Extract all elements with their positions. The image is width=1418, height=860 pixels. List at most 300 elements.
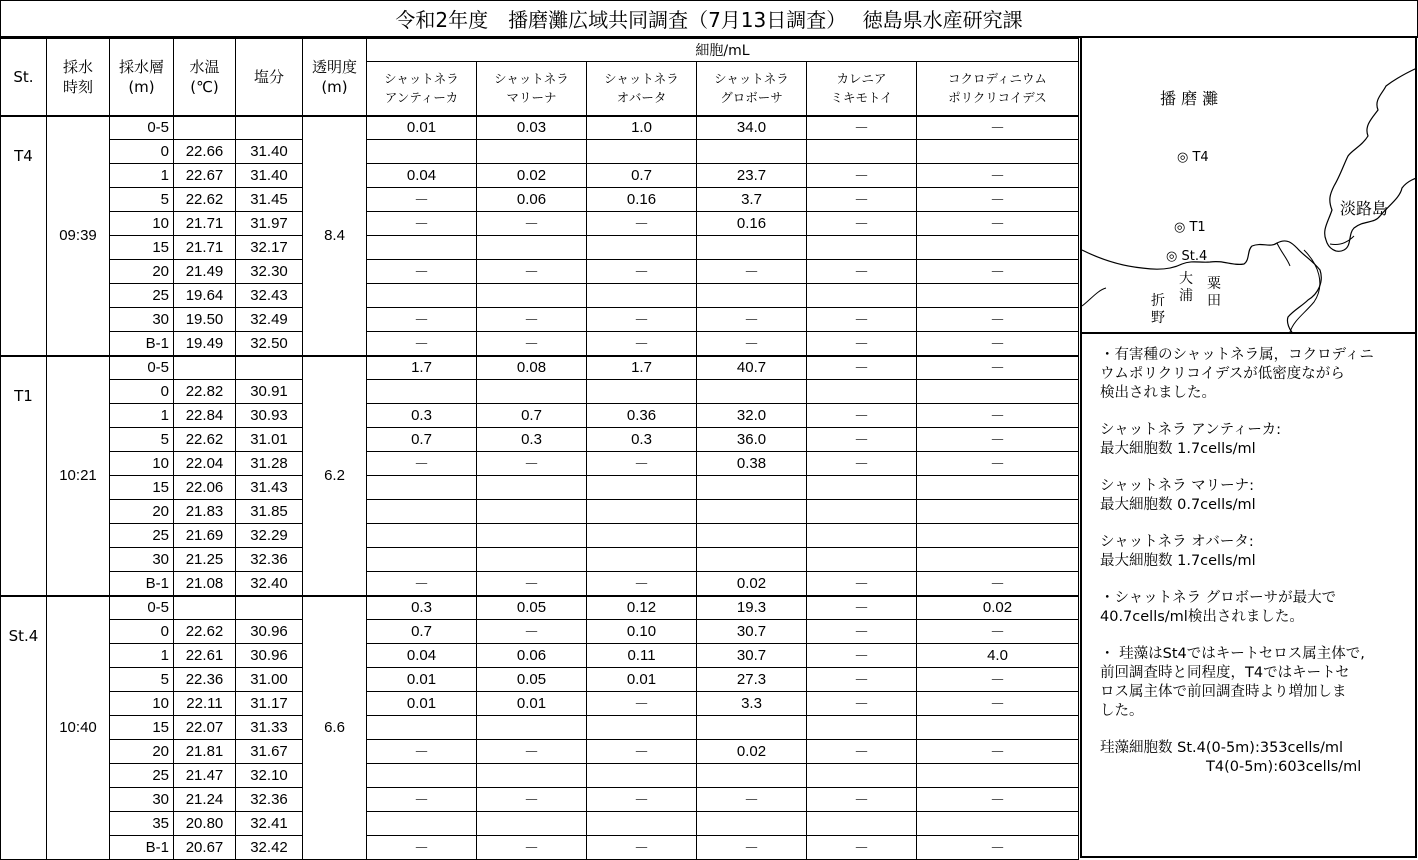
- cell-count: [807, 764, 917, 788]
- cell-count: [587, 380, 697, 404]
- cell-count: [807, 476, 917, 500]
- temp-cell: 19.50: [174, 308, 236, 332]
- cell-count: 0.05: [477, 668, 587, 692]
- cell-count: 0.7: [367, 428, 477, 452]
- cell-count: －: [807, 356, 917, 380]
- temp-cell: 21.71: [174, 236, 236, 260]
- table-row: [1, 116, 1079, 140]
- cell-count: [477, 548, 587, 572]
- depth-cell: 0-5: [110, 116, 174, 140]
- cell-count: －: [367, 836, 477, 860]
- cell-count: －: [917, 572, 1079, 596]
- cell-count: －: [917, 308, 1079, 332]
- cell-count: [807, 380, 917, 404]
- depth-cell: 15: [110, 716, 174, 740]
- cell-count: －: [807, 332, 917, 356]
- note-antiqua-line: シャットネラ アンティーカ:: [1100, 422, 1282, 438]
- depth-cell: 30: [110, 548, 174, 572]
- cell-count: 0.01: [367, 116, 477, 140]
- temp-cell: 22.61: [174, 644, 236, 668]
- cell-count: 0.3: [367, 596, 477, 620]
- cell-count: －: [917, 212, 1079, 236]
- cell-count: －: [477, 308, 587, 332]
- temp-cell: 22.62: [174, 428, 236, 452]
- cell-count: －: [587, 692, 697, 716]
- salinity-cell: 32.17: [236, 236, 303, 260]
- temp-cell: 22.62: [174, 620, 236, 644]
- cell-count: [807, 524, 917, 548]
- temp-cell: 20.80: [174, 812, 236, 836]
- cell-count: －: [587, 836, 697, 860]
- cell-count: －: [367, 332, 477, 356]
- cell-count: －: [917, 788, 1079, 812]
- cell-count: [587, 524, 697, 548]
- col-header-layer: 採水層 (m): [110, 39, 174, 116]
- table-row: [1, 812, 1079, 836]
- cell-count: 0.02: [697, 740, 807, 764]
- cell-count: [697, 236, 807, 260]
- cell-count: －: [917, 260, 1079, 284]
- cell-count: －: [917, 740, 1079, 764]
- table-row: [1, 284, 1079, 308]
- cell-count: [367, 524, 477, 548]
- cell-count: －: [807, 404, 917, 428]
- cell-count: [587, 716, 697, 740]
- cell-count: 1.7: [367, 356, 477, 380]
- location-map: [1082, 38, 1417, 334]
- cell-count: [477, 716, 587, 740]
- col-header-species: シャットネラ グロボーサ: [697, 62, 807, 116]
- depth-cell: 10: [110, 452, 174, 476]
- depth-cell: 30: [110, 308, 174, 332]
- cell-count: [367, 476, 477, 500]
- cell-count: －: [917, 692, 1079, 716]
- cell-count: －: [367, 452, 477, 476]
- depth-cell: 25: [110, 764, 174, 788]
- note-globosa-line: 40.7cells/ml検出されました。: [1100, 609, 1304, 625]
- table-row: [1, 236, 1079, 260]
- cell-count: [587, 476, 697, 500]
- table-row: [1, 764, 1079, 788]
- cell-count: －: [917, 428, 1079, 452]
- cell-count: －: [477, 740, 587, 764]
- cell-count: [477, 524, 587, 548]
- salinity-cell: 31.43: [236, 476, 303, 500]
- cell-count: 40.7: [697, 356, 807, 380]
- coastline-map: [1082, 38, 1417, 332]
- temp-cell: 21.83: [174, 500, 236, 524]
- salinity-cell: 31.00: [236, 668, 303, 692]
- col-header-temp: 水温 (℃): [174, 39, 236, 116]
- depth-cell: B-1: [110, 836, 174, 860]
- cell-count: －: [477, 260, 587, 284]
- salinity-cell: [236, 596, 303, 620]
- cell-count: [697, 764, 807, 788]
- salinity-cell: 32.41: [236, 812, 303, 836]
- cell-count: [367, 500, 477, 524]
- depth-cell: 10: [110, 692, 174, 716]
- cell-count: [697, 476, 807, 500]
- cell-count: [477, 476, 587, 500]
- table-row: [1, 380, 1079, 404]
- cell-count: [917, 812, 1079, 836]
- cell-count: －: [917, 332, 1079, 356]
- salinity-cell: 32.10: [236, 764, 303, 788]
- cell-count: [587, 284, 697, 308]
- cell-count: －: [807, 308, 917, 332]
- salinity-cell: 31.67: [236, 740, 303, 764]
- depth-cell: 15: [110, 236, 174, 260]
- note-harmful-line: ・有害種のシャットネラ属，コクロディニ: [1100, 347, 1374, 363]
- cell-count: －: [367, 788, 477, 812]
- depth-cell: 20: [110, 740, 174, 764]
- depth-cell: 1: [110, 164, 174, 188]
- cell-count: －: [587, 740, 697, 764]
- cell-count: 0.03: [477, 116, 587, 140]
- cell-count: 3.3: [697, 692, 807, 716]
- cell-count: 0.05: [477, 596, 587, 620]
- cell-count: 0.7: [477, 404, 587, 428]
- depth-cell: B-1: [110, 332, 174, 356]
- cell-count: －: [807, 452, 917, 476]
- depth-cell: 5: [110, 428, 174, 452]
- note-diatom-line: ロス属主体で前回調査時より増加しま: [1100, 684, 1347, 700]
- cell-count: 0.06: [477, 644, 587, 668]
- cell-count: －: [477, 212, 587, 236]
- table-row: [1, 836, 1079, 860]
- cell-count: －: [587, 452, 697, 476]
- salinity-cell: 32.36: [236, 548, 303, 572]
- cell-count: 0.11: [587, 644, 697, 668]
- table-row: [1, 620, 1079, 644]
- temp-cell: 22.11: [174, 692, 236, 716]
- depth-cell: 0-5: [110, 356, 174, 380]
- cell-count: [917, 476, 1079, 500]
- col-header-species: カレニア ミキモトイ: [807, 62, 917, 116]
- cell-count: [917, 236, 1079, 260]
- cell-count: [587, 764, 697, 788]
- salinity-cell: 31.17: [236, 692, 303, 716]
- cell-count: [697, 380, 807, 404]
- temp-cell: 21.08: [174, 572, 236, 596]
- sampling-time: 10:40: [47, 596, 110, 860]
- cell-count: 0.16: [587, 188, 697, 212]
- depth-cell: 5: [110, 188, 174, 212]
- cell-count: －: [807, 428, 917, 452]
- temp-cell: 21.24: [174, 788, 236, 812]
- depth-cell: 25: [110, 284, 174, 308]
- note-marina-line: 最大細胞数 0.7cells/ml: [1100, 497, 1256, 513]
- cell-count: －: [697, 332, 807, 356]
- salinity-cell: 31.97: [236, 212, 303, 236]
- cell-count: －: [587, 332, 697, 356]
- cell-count: [697, 140, 807, 164]
- cell-count: [917, 140, 1079, 164]
- cell-count: －: [917, 116, 1079, 140]
- cell-count: 0.01: [367, 668, 477, 692]
- map-label-sea: 播 磨 灘: [1160, 89, 1219, 108]
- cell-count: 0.3: [477, 428, 587, 452]
- cell-count: －: [807, 260, 917, 284]
- cell-count: －: [917, 452, 1079, 476]
- salinity-cell: 32.42: [236, 836, 303, 860]
- cell-count: －: [587, 572, 697, 596]
- cell-count: 32.0: [697, 404, 807, 428]
- col-header-species: シャットネラ アンティーカ: [367, 62, 477, 116]
- temp-cell: 22.82: [174, 380, 236, 404]
- cell-count: 0.01: [367, 692, 477, 716]
- table-row: [1, 548, 1079, 572]
- cell-count: 0.38: [697, 452, 807, 476]
- cell-count: －: [367, 308, 477, 332]
- station-name: T1: [1, 356, 47, 596]
- table-row: [1, 596, 1079, 620]
- table-row: [1, 332, 1079, 356]
- table-row: [1, 476, 1079, 500]
- cell-count: －: [367, 572, 477, 596]
- temp-cell: 19.49: [174, 332, 236, 356]
- col-header-transparency: 透明度 (m): [303, 39, 367, 116]
- cell-count: 0.08: [477, 356, 587, 380]
- col-header-time: 採水 時刻: [47, 39, 110, 116]
- cell-count: －: [807, 836, 917, 860]
- cell-count: 0.3: [367, 404, 477, 428]
- cell-count: 0.02: [917, 596, 1079, 620]
- table-row: [1, 308, 1079, 332]
- cell-count: －: [477, 620, 587, 644]
- salinity-cell: 31.45: [236, 188, 303, 212]
- cell-count: －: [807, 668, 917, 692]
- temp-cell: 22.04: [174, 452, 236, 476]
- salinity-cell: 30.96: [236, 620, 303, 644]
- cell-count: [587, 500, 697, 524]
- salinity-cell: 32.40: [236, 572, 303, 596]
- col-header-species: コクロディニウム ポリクリコイデス: [917, 62, 1079, 116]
- cell-count: －: [367, 188, 477, 212]
- station-name: St.4: [1, 596, 47, 860]
- cell-count: [367, 236, 477, 260]
- cell-count: [587, 812, 697, 836]
- cell-count: [367, 284, 477, 308]
- temp-cell: 21.69: [174, 524, 236, 548]
- depth-cell: B-1: [110, 572, 174, 596]
- col-header-species: シャットネラ オバータ: [587, 62, 697, 116]
- cell-count: 0.36: [587, 404, 697, 428]
- cell-count: 3.7: [697, 188, 807, 212]
- cell-count: 0.7: [367, 620, 477, 644]
- note-ovata-line: シャットネラ オバータ:: [1100, 534, 1254, 550]
- table-row: [1, 572, 1079, 596]
- cell-count: [697, 524, 807, 548]
- temp-cell: 21.81: [174, 740, 236, 764]
- cell-count: [367, 764, 477, 788]
- cell-count: 0.02: [697, 572, 807, 596]
- table-row: [1, 644, 1079, 668]
- salinity-cell: 31.40: [236, 140, 303, 164]
- cell-count: －: [697, 836, 807, 860]
- cell-count: [917, 380, 1079, 404]
- cell-count: 0.04: [367, 164, 477, 188]
- cell-count: －: [587, 260, 697, 284]
- table-row: [1, 164, 1079, 188]
- note-diatom-line: した。: [1100, 703, 1144, 719]
- depth-cell: 20: [110, 260, 174, 284]
- depth-cell: 10: [110, 212, 174, 236]
- salinity-cell: 32.29: [236, 524, 303, 548]
- cell-count: 0.7: [587, 164, 697, 188]
- cell-count: －: [587, 788, 697, 812]
- temp-cell: 22.66: [174, 140, 236, 164]
- temp-cell: 22.67: [174, 164, 236, 188]
- cell-count: －: [697, 308, 807, 332]
- cell-count: －: [477, 452, 587, 476]
- depth-cell: 35: [110, 812, 174, 836]
- table-row: [1, 260, 1079, 284]
- cell-count: 0.02: [477, 164, 587, 188]
- sampling-time: 10:21: [47, 356, 110, 596]
- cell-count: [477, 140, 587, 164]
- side-panel: [1080, 38, 1417, 858]
- cell-count: －: [917, 404, 1079, 428]
- cell-count: 1.0: [587, 116, 697, 140]
- cell-count: [697, 812, 807, 836]
- cell-count: [587, 140, 697, 164]
- cell-count: －: [917, 188, 1079, 212]
- cell-count: 0.10: [587, 620, 697, 644]
- cell-count: －: [807, 644, 917, 668]
- note-harmful-line: ウムポリクリコイデスが低密度ながら: [1100, 366, 1345, 382]
- note-diatom-count-line: T4(0-5m):603cells/ml: [1206, 759, 1362, 775]
- cell-count: [477, 812, 587, 836]
- salinity-cell: 32.50: [236, 332, 303, 356]
- temp-cell: [174, 356, 236, 380]
- temp-cell: [174, 596, 236, 620]
- note-globosa-line: ・シャットネラ グロボーサが最大で: [1100, 590, 1337, 606]
- cell-count: 0.01: [587, 668, 697, 692]
- depth-cell: 20: [110, 500, 174, 524]
- salinity-cell: 30.91: [236, 380, 303, 404]
- cell-count: －: [917, 668, 1079, 692]
- note-ovata-line: 最大細胞数 1.7cells/ml: [1100, 553, 1256, 569]
- salinity-cell: 30.96: [236, 644, 303, 668]
- cell-count: [477, 764, 587, 788]
- cell-count: －: [807, 740, 917, 764]
- temp-cell: 22.36: [174, 668, 236, 692]
- salinity-cell: 31.85: [236, 500, 303, 524]
- note-marina-line: シャットネラ マリーナ:: [1100, 478, 1255, 494]
- cell-count: 36.0: [697, 428, 807, 452]
- map-town-oreno: 折 野: [1151, 293, 1165, 326]
- cell-count: [367, 548, 477, 572]
- cell-count: －: [807, 164, 917, 188]
- salinity-cell: [236, 356, 303, 380]
- salinity-cell: 31.33: [236, 716, 303, 740]
- cell-count: 0.06: [477, 188, 587, 212]
- transparency-cell: 8.4: [303, 116, 367, 356]
- cell-count: 0.16: [697, 212, 807, 236]
- depth-cell: 0: [110, 380, 174, 404]
- cell-count: －: [917, 836, 1079, 860]
- table-row: [1, 788, 1079, 812]
- transparency-cell: 6.6: [303, 596, 367, 860]
- cell-count: [477, 284, 587, 308]
- map-town-awata: 粟 田: [1207, 276, 1221, 309]
- cell-count: [697, 284, 807, 308]
- cell-count: [697, 716, 807, 740]
- cell-count: [807, 812, 917, 836]
- temp-cell: 22.07: [174, 716, 236, 740]
- cell-count: －: [587, 212, 697, 236]
- cell-count: －: [807, 788, 917, 812]
- cell-count: －: [807, 572, 917, 596]
- cell-count: －: [917, 356, 1079, 380]
- depth-cell: 0: [110, 140, 174, 164]
- cell-count: －: [807, 116, 917, 140]
- cell-count: 34.0: [697, 116, 807, 140]
- cell-count: [367, 140, 477, 164]
- cell-count: －: [587, 308, 697, 332]
- notes: [1100, 346, 1415, 777]
- temp-cell: 22.62: [174, 188, 236, 212]
- cell-count: －: [477, 788, 587, 812]
- cell-count: [917, 284, 1079, 308]
- salinity-cell: 32.43: [236, 284, 303, 308]
- cell-count: [807, 716, 917, 740]
- cell-count: －: [807, 692, 917, 716]
- table-row: [1, 404, 1079, 428]
- cell-count: [807, 140, 917, 164]
- cell-count: 0.01: [477, 692, 587, 716]
- table-row: [1, 188, 1079, 212]
- cell-count: [697, 548, 807, 572]
- table-row: [1, 668, 1079, 692]
- table-row: [1, 356, 1079, 380]
- cell-count: 1.7: [587, 356, 697, 380]
- cell-count: 19.3: [697, 596, 807, 620]
- temp-cell: 20.67: [174, 836, 236, 860]
- table-body: [1, 116, 1079, 860]
- table-row: [1, 212, 1079, 236]
- col-header-species: シャットネラ マリーナ: [477, 62, 587, 116]
- station-name: T4: [1, 116, 47, 356]
- cell-count: －: [807, 212, 917, 236]
- cell-count: 23.7: [697, 164, 807, 188]
- map-town-oura: 大 浦: [1179, 271, 1193, 304]
- page-title: 令和2年度 播磨灘広域共同調査（7月13日調査） 徳島県水産研究課: [0, 0, 1418, 38]
- map-point-st4: ◎ St.4: [1166, 249, 1208, 264]
- note-antiqua-line: 最大細胞数 1.7cells/ml: [1100, 441, 1256, 457]
- cell-count: －: [807, 620, 917, 644]
- salinity-cell: 31.40: [236, 164, 303, 188]
- note-harmful-line: 検出されました。: [1100, 385, 1216, 401]
- temp-cell: 21.49: [174, 260, 236, 284]
- cell-count: [807, 548, 917, 572]
- cell-count: －: [367, 260, 477, 284]
- cell-count: [477, 236, 587, 260]
- cell-count: [807, 500, 917, 524]
- depth-cell: 5: [110, 668, 174, 692]
- col-header-station: St.: [1, 39, 47, 116]
- temp-cell: 21.47: [174, 764, 236, 788]
- cell-count: [917, 524, 1079, 548]
- salinity-cell: 32.36: [236, 788, 303, 812]
- cell-count: [477, 500, 587, 524]
- cell-count: [917, 500, 1079, 524]
- cell-count: －: [917, 620, 1079, 644]
- depth-cell: 30: [110, 788, 174, 812]
- cell-count: [697, 500, 807, 524]
- cell-count: －: [367, 212, 477, 236]
